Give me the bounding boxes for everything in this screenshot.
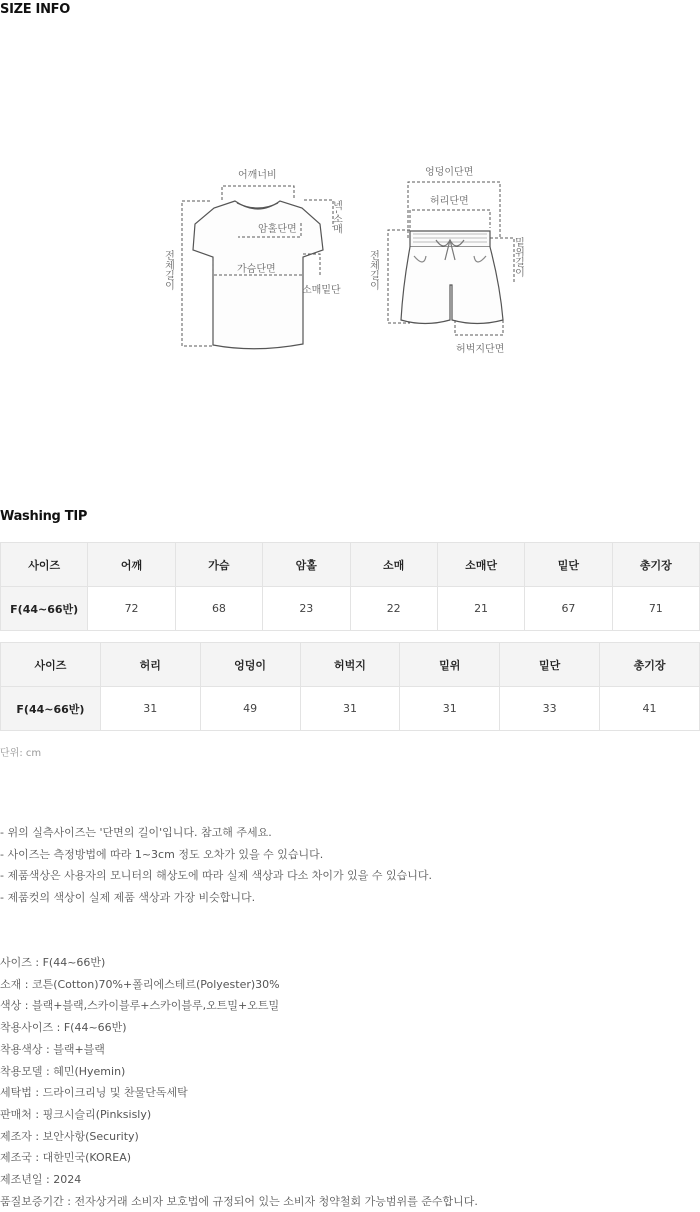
top-size-table — [0, 542, 700, 631]
spec-line: 판매처 : 핑크시슬리(Pinksisly) — [0, 1107, 152, 1121]
label-sleeve-hem: 소매밑단 — [302, 285, 341, 296]
label-top-total-length: 전체길이 — [162, 250, 174, 290]
table-header-cell: 총기장 — [612, 543, 699, 587]
table-header-cell: 소매 — [350, 543, 437, 587]
table-header-cell: 총기장 — [600, 643, 700, 687]
spec-line: 착용색상 : 블랙+블랙 — [0, 1042, 105, 1056]
table-cell: 23 — [263, 587, 350, 631]
label-neck-to-sleeve: 넥-소매 — [330, 200, 342, 234]
washing-tip-heading: Washing TIP — [0, 509, 88, 524]
spec-line: 세탁법 : 드라이크리닝 및 찬물단독세탁 — [0, 1086, 188, 1100]
product-specs — [0, 952, 478, 1212]
spec-line: 착용사이즈 : F(44~66반) — [0, 1021, 127, 1035]
label-bottom-total-length: 전체길이 — [367, 250, 379, 290]
bottom-size-table — [0, 642, 700, 731]
table-header-cell: 밑단 — [500, 643, 600, 687]
table-cell: 71 — [612, 587, 699, 631]
table-cell: 31 — [400, 687, 500, 731]
measurement-notes — [0, 822, 432, 909]
table-row — [1, 687, 700, 731]
label-waist: 허리단면 — [430, 196, 469, 207]
spec-line: 품질보증기간 : 전자상거래 소비자 보호법에 규정되어 있는 소비자 청약철회 가능범위를 준수합니다. — [0, 1194, 478, 1208]
table-header-cell: 밑단 — [525, 543, 612, 587]
table-header-cell: 사이즈 — [1, 643, 101, 687]
table-cell: 33 — [500, 687, 600, 731]
size-diagram — [0, 160, 700, 360]
spec-line: 사이즈 : F(44~66반) — [0, 956, 106, 969]
table-cell: 21 — [437, 587, 524, 631]
table-cell: 67 — [525, 587, 612, 631]
unit-note: 단위: cm — [0, 748, 42, 759]
label-thigh: 허벅지단면 — [456, 344, 505, 355]
label-rise: 밑위길이 — [512, 237, 524, 277]
table-cell: 31 — [100, 687, 200, 731]
table-header-cell: 밑위 — [400, 643, 500, 687]
table-header-cell: 엉덩이 — [200, 643, 300, 687]
table-header-cell: 허리 — [100, 643, 200, 687]
table-header-cell: 사이즈 — [1, 543, 88, 587]
spec-line: 소재 : 코튼(Cotton)70%+폴리에스테르(Polyester)30% — [0, 977, 280, 991]
label-hip: 엉덩이단면 — [425, 167, 474, 178]
table-row-size: F(44~66반) — [1, 687, 101, 731]
table-cell: 22 — [350, 587, 437, 631]
table-cell: 49 — [200, 687, 300, 731]
table-cell: 31 — [300, 687, 400, 731]
table-header-cell: 소매단 — [437, 543, 524, 587]
table-cell: 72 — [88, 587, 175, 631]
table-header-row — [1, 643, 700, 687]
spec-line: 색상 : 블랙+블랙,스카이블루+스카이블루,오트밀+오트밀 — [0, 999, 280, 1013]
table-header-cell: 허벅지 — [300, 643, 400, 687]
table-header-row — [1, 543, 700, 587]
spec-line: 제조년일 : 2024 — [0, 1173, 82, 1187]
table-header-cell: 어깨 — [88, 543, 175, 587]
note-line: - 제품컷의 색상이 실제 제품 색상과 가장 비슷합니다. — [0, 891, 256, 905]
label-shoulder: 어깨너비 — [238, 170, 277, 181]
label-chest: 가슴단면 — [237, 264, 276, 275]
spec-line: 착용모델 : 혜민(Hyemin) — [0, 1064, 126, 1078]
note-line: - 위의 실측사이즈는 '단면의 길이'입니다. 참고해 주세요. — [0, 826, 272, 839]
table-header-cell: 가슴 — [175, 543, 262, 587]
spec-line: 제조국 : 대한민국(KOREA) — [0, 1151, 132, 1165]
table-cell: 41 — [600, 687, 700, 731]
label-armhole: 암홀단면 — [258, 224, 297, 235]
note-line: - 제품색상은 사용자의 모니터의 해상도에 따라 실제 색상과 다소 차이가 있을 수 있습니다. — [0, 869, 432, 883]
table-header-cell: 암홀 — [263, 543, 350, 587]
shorts-illustration — [401, 231, 503, 324]
spec-line: 제조자 : 보안사항(Security) — [0, 1129, 139, 1143]
table-row-size: F(44~66반) — [1, 587, 88, 631]
note-line: - 사이즈는 측정방법에 따라 1~3cm 정도 오차가 있을 수 있습니다. — [0, 847, 324, 861]
size-info-heading: SIZE INFO — [0, 2, 70, 17]
table-row — [1, 587, 700, 631]
table-cell: 68 — [175, 587, 262, 631]
